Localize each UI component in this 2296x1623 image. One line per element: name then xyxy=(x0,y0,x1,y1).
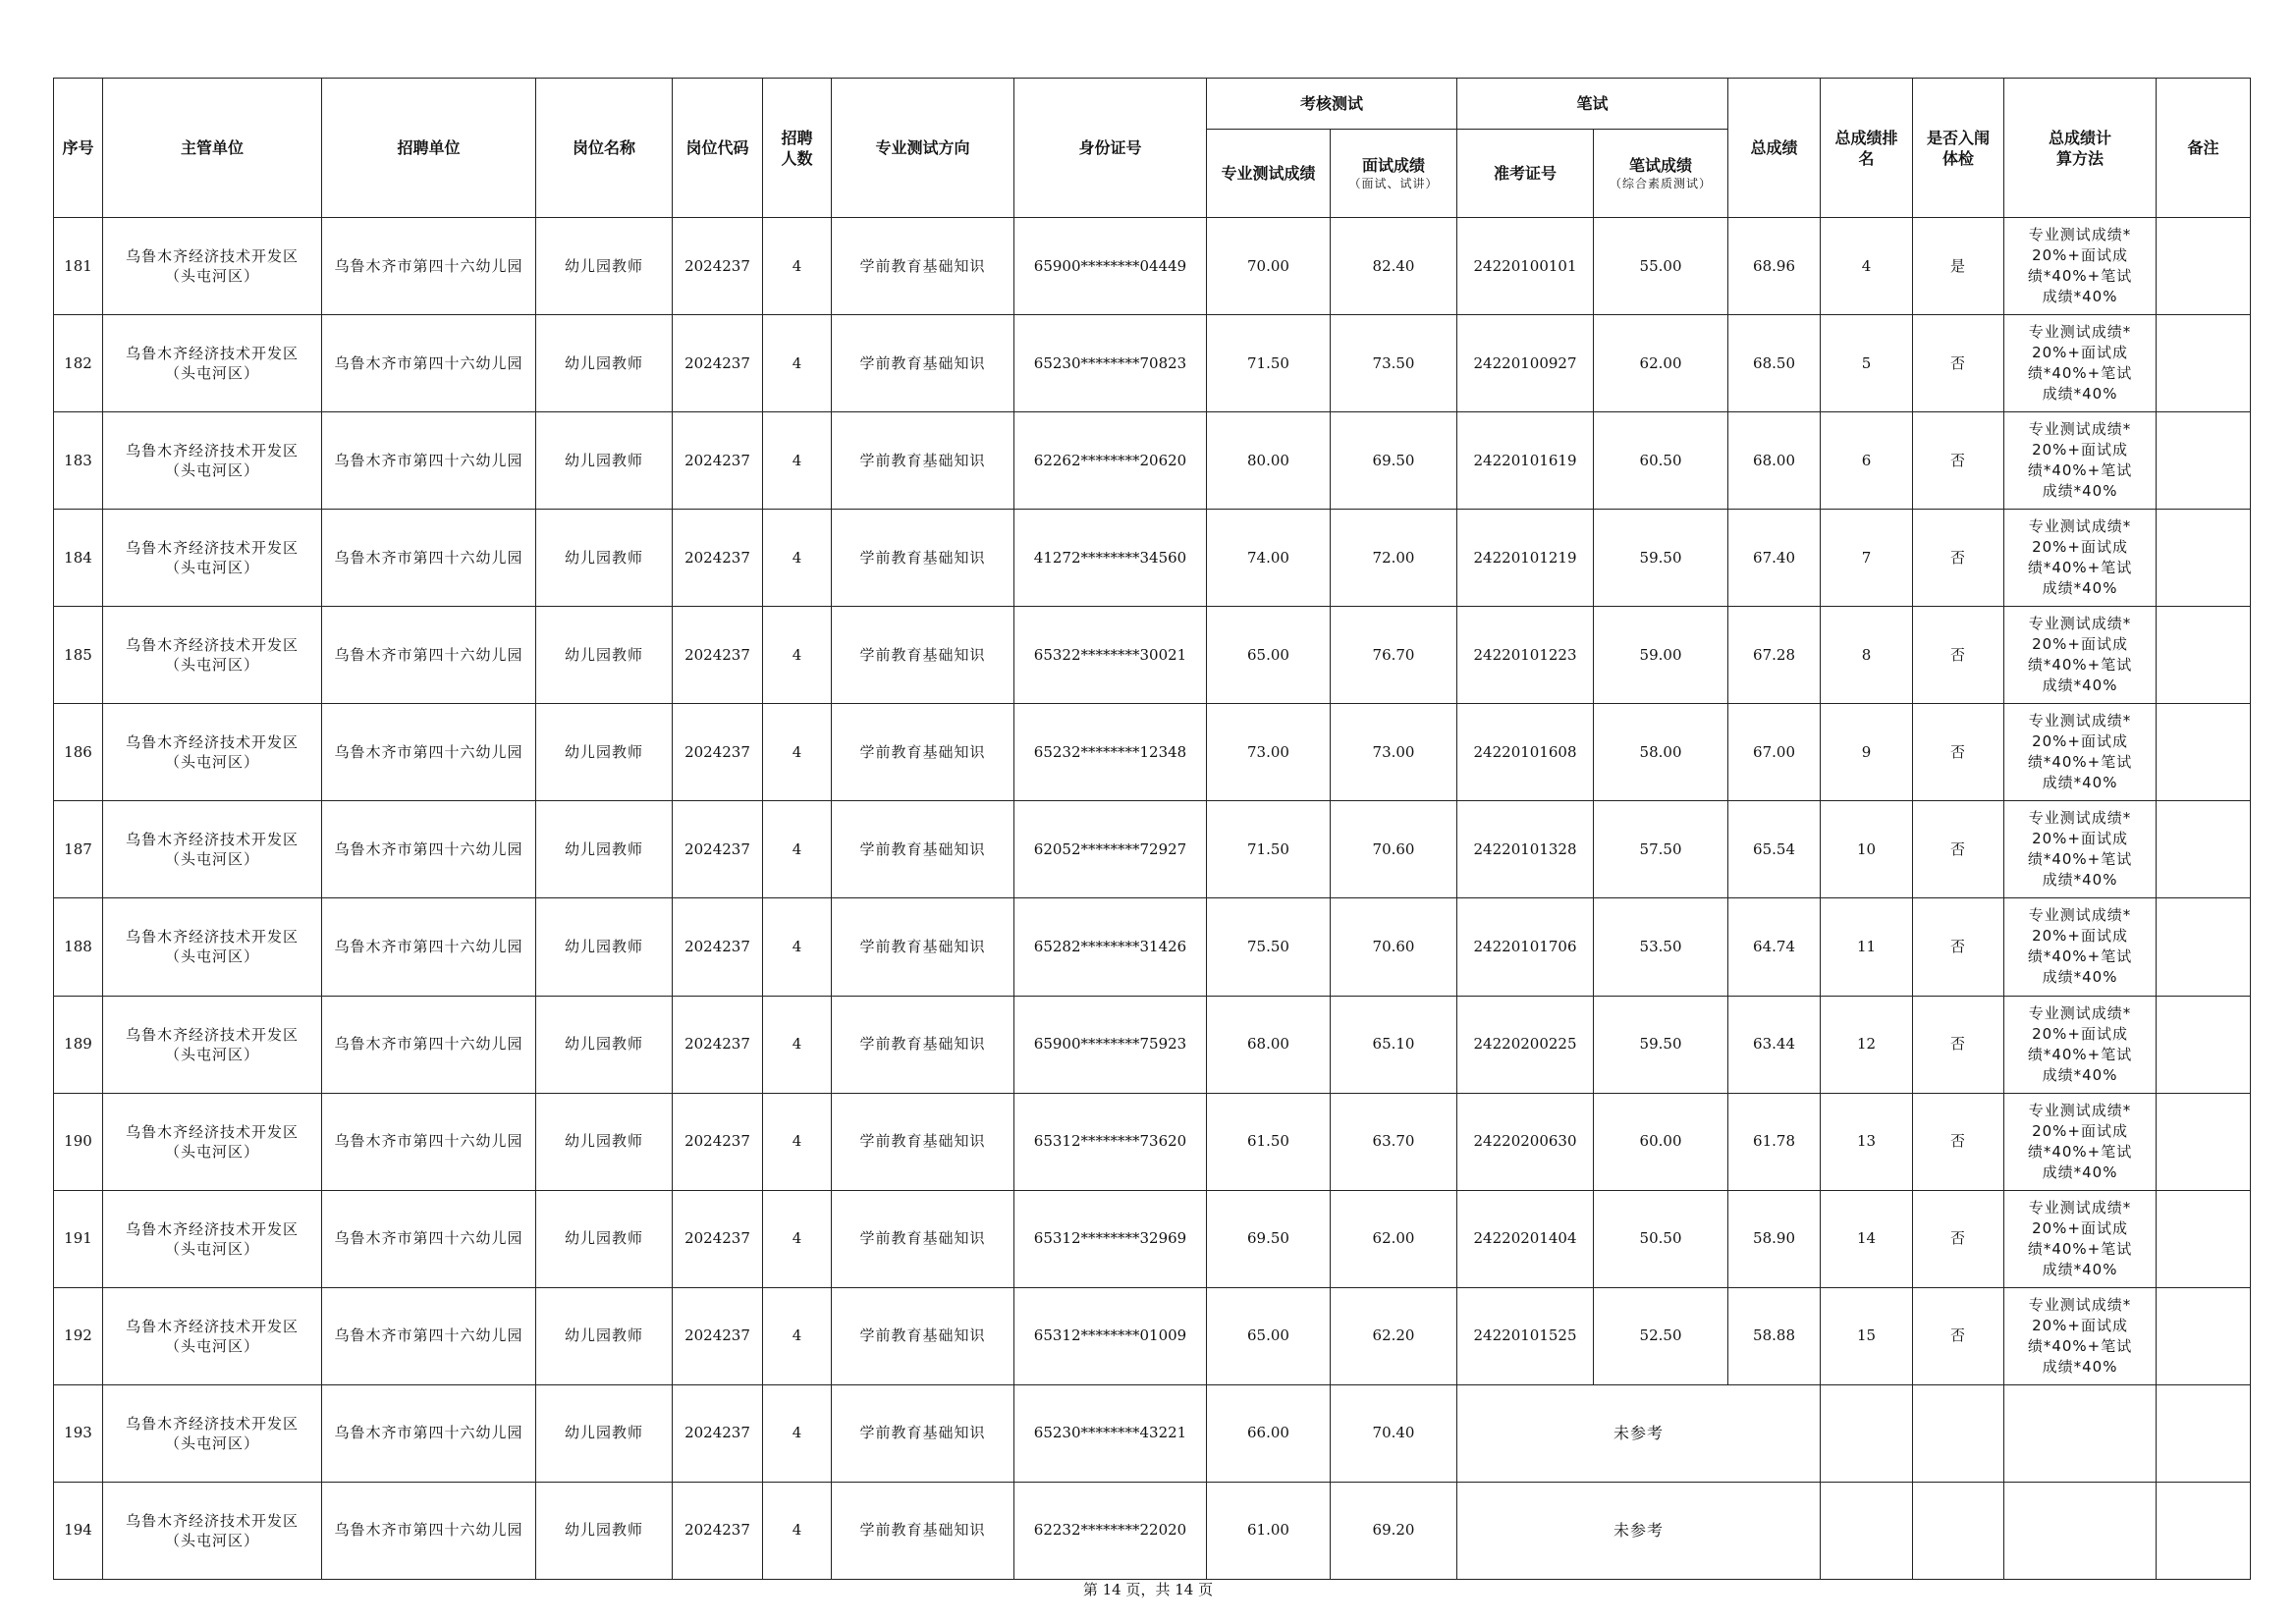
table-row xyxy=(54,1384,2251,1482)
cell-total: 67.00 xyxy=(1728,704,1821,801)
cell-method: 专业测试成绩*20%+面试成绩*40%+笔试成绩*40% xyxy=(2004,1093,2157,1190)
cell-pro-score: 75.50 xyxy=(1207,898,1331,996)
cell-seq: 192 xyxy=(54,1287,103,1384)
cell-hire-count: 4 xyxy=(763,412,832,510)
header-assessment: 考核测试 xyxy=(1207,79,1457,130)
table-row xyxy=(54,510,2251,607)
cell-id-number: 62232********22020 xyxy=(1014,1482,1207,1579)
table-row xyxy=(54,898,2251,996)
cell-unit: 乌鲁木齐市第四十六幼儿园 xyxy=(322,1093,536,1190)
cell-test-direction: 学前教育基础知识 xyxy=(832,607,1014,704)
table-row xyxy=(54,607,2251,704)
cell-seq: 181 xyxy=(54,218,103,315)
cell-physical: 是 xyxy=(1913,218,2004,315)
cell-position: 幼儿园教师 xyxy=(536,1190,673,1287)
cell-unit: 乌鲁木齐市第四十六幼儿园 xyxy=(322,315,536,412)
cell-position: 幼儿园教师 xyxy=(536,1384,673,1482)
cell-unit: 乌鲁木齐市第四十六幼儿园 xyxy=(322,412,536,510)
cell-interview-score: 72.00 xyxy=(1331,510,1457,607)
header-written-score: 笔试成绩 （综合素质测试） xyxy=(1594,130,1728,218)
cell-remarks xyxy=(2157,315,2251,412)
cell-unit: 乌鲁木齐市第四十六幼儿园 xyxy=(322,801,536,898)
cell-pro-score: 70.00 xyxy=(1207,218,1331,315)
cell-dept: 乌鲁木齐经济技术开发区（头屯河区） xyxy=(103,1287,322,1384)
table-row xyxy=(54,1287,2251,1384)
table-row xyxy=(54,801,2251,898)
cell-position: 幼儿园教师 xyxy=(536,412,673,510)
cell-position-code: 2024237 xyxy=(673,704,763,801)
header-remarks: 备注 xyxy=(2157,79,2251,218)
cell-admission-no: 24220101219 xyxy=(1457,510,1594,607)
cell-written-score: 59.50 xyxy=(1594,510,1728,607)
cell-hire-count: 4 xyxy=(763,1190,832,1287)
cell-interview-score: 69.50 xyxy=(1331,412,1457,510)
cell-test-direction: 学前教育基础知识 xyxy=(832,1384,1014,1482)
cell-method xyxy=(2004,1384,2157,1482)
cell-test-direction: 学前教育基础知识 xyxy=(832,704,1014,801)
cell-test-direction: 学前教育基础知识 xyxy=(832,1190,1014,1287)
cell-position-code: 2024237 xyxy=(673,996,763,1093)
cell-written-score: 58.00 xyxy=(1594,704,1728,801)
cell-rank xyxy=(1821,1482,1913,1579)
cell-hire-count: 4 xyxy=(763,898,832,996)
cell-hire-count: 4 xyxy=(763,1482,832,1579)
cell-unit: 乌鲁木齐市第四十六幼儿园 xyxy=(322,1287,536,1384)
cell-method: 专业测试成绩*20%+面试成绩*40%+笔试成绩*40% xyxy=(2004,1190,2157,1287)
cell-seq: 188 xyxy=(54,898,103,996)
cell-seq: 184 xyxy=(54,510,103,607)
cell-total: 68.96 xyxy=(1728,218,1821,315)
cell-test-direction: 学前教育基础知识 xyxy=(832,996,1014,1093)
cell-rank: 5 xyxy=(1821,315,1913,412)
table-row xyxy=(54,412,2251,510)
cell-remarks xyxy=(2157,1482,2251,1579)
cell-test-direction: 学前教育基础知识 xyxy=(832,1287,1014,1384)
cell-dept: 乌鲁木齐经济技术开发区（头屯河区） xyxy=(103,412,322,510)
cell-position-code: 2024237 xyxy=(673,1384,763,1482)
cell-rank: 8 xyxy=(1821,607,1913,704)
cell-method: 专业测试成绩*20%+面试成绩*40%+笔试成绩*40% xyxy=(2004,412,2157,510)
cell-interview-score: 82.40 xyxy=(1331,218,1457,315)
cell-rank: 7 xyxy=(1821,510,1913,607)
cell-absent: 未参考 xyxy=(1457,1384,1821,1482)
cell-dept: 乌鲁木齐经济技术开发区（头屯河区） xyxy=(103,898,322,996)
cell-position-code: 2024237 xyxy=(673,315,763,412)
cell-remarks xyxy=(2157,704,2251,801)
cell-position: 幼儿园教师 xyxy=(536,510,673,607)
cell-id-number: 65230********70823 xyxy=(1014,315,1207,412)
cell-total: 68.50 xyxy=(1728,315,1821,412)
cell-position-code: 2024237 xyxy=(673,1287,763,1384)
cell-written-score: 60.50 xyxy=(1594,412,1728,510)
cell-physical: 否 xyxy=(1913,801,2004,898)
cell-unit: 乌鲁木齐市第四十六幼儿园 xyxy=(322,996,536,1093)
cell-physical: 否 xyxy=(1913,315,2004,412)
cell-id-number: 65900********75923 xyxy=(1014,996,1207,1093)
cell-admission-no: 24220101706 xyxy=(1457,898,1594,996)
table-row xyxy=(54,218,2251,315)
cell-hire-count: 4 xyxy=(763,1287,832,1384)
cell-id-number: 65312********01009 xyxy=(1014,1287,1207,1384)
cell-admission-no: 24220200225 xyxy=(1457,996,1594,1093)
cell-total: 61.78 xyxy=(1728,1093,1821,1190)
cell-interview-score: 62.20 xyxy=(1331,1287,1457,1384)
cell-total: 58.88 xyxy=(1728,1287,1821,1384)
cell-written-score: 60.00 xyxy=(1594,1093,1728,1190)
cell-physical: 否 xyxy=(1913,1093,2004,1190)
cell-physical: 否 xyxy=(1913,704,2004,801)
cell-seq: 187 xyxy=(54,801,103,898)
cell-pro-score: 68.00 xyxy=(1207,996,1331,1093)
header-dept: 主管单位 xyxy=(103,79,322,218)
cell-unit: 乌鲁木齐市第四十六幼儿园 xyxy=(322,1190,536,1287)
cell-rank: 15 xyxy=(1821,1287,1913,1384)
cell-seq: 189 xyxy=(54,996,103,1093)
cell-total: 67.28 xyxy=(1728,607,1821,704)
cell-dept: 乌鲁木齐经济技术开发区（头屯河区） xyxy=(103,1190,322,1287)
cell-dept: 乌鲁木齐经济技术开发区（头屯河区） xyxy=(103,1093,322,1190)
page-footer: 第 14 页，共 14 页 xyxy=(1082,1581,1214,1598)
header-unit: 招聘单位 xyxy=(322,79,536,218)
cell-hire-count: 4 xyxy=(763,607,832,704)
cell-rank: 10 xyxy=(1821,801,1913,898)
header-total: 总成绩 xyxy=(1728,79,1821,218)
cell-absent: 未参考 xyxy=(1457,1482,1821,1579)
cell-interview-score: 76.70 xyxy=(1331,607,1457,704)
cell-remarks xyxy=(2157,412,2251,510)
cell-test-direction: 学前教育基础知识 xyxy=(832,510,1014,607)
header-physical: 是否入闱体检 xyxy=(1913,79,2004,218)
cell-position: 幼儿园教师 xyxy=(536,704,673,801)
cell-physical: 否 xyxy=(1913,898,2004,996)
cell-admission-no: 24220100101 xyxy=(1457,218,1594,315)
cell-unit: 乌鲁木齐市第四十六幼儿园 xyxy=(322,607,536,704)
cell-pro-score: 73.00 xyxy=(1207,704,1331,801)
cell-hire-count: 4 xyxy=(763,218,832,315)
cell-seq: 190 xyxy=(54,1093,103,1190)
cell-unit: 乌鲁木齐市第四十六幼儿园 xyxy=(322,898,536,996)
cell-interview-score: 73.50 xyxy=(1331,315,1457,412)
cell-interview-score: 73.00 xyxy=(1331,704,1457,801)
cell-total: 65.54 xyxy=(1728,801,1821,898)
cell-seq: 191 xyxy=(54,1190,103,1287)
cell-method: 专业测试成绩*20%+面试成绩*40%+笔试成绩*40% xyxy=(2004,1287,2157,1384)
cell-dept: 乌鲁木齐经济技术开发区（头屯河区） xyxy=(103,704,322,801)
cell-position: 幼儿园教师 xyxy=(536,1287,673,1384)
cell-remarks xyxy=(2157,801,2251,898)
cell-id-number: 65322********30021 xyxy=(1014,607,1207,704)
cell-written-score: 53.50 xyxy=(1594,898,1728,996)
cell-method: 专业测试成绩*20%+面试成绩*40%+笔试成绩*40% xyxy=(2004,996,2157,1093)
cell-position-code: 2024237 xyxy=(673,607,763,704)
cell-id-number: 62262********20620 xyxy=(1014,412,1207,510)
cell-dept: 乌鲁木齐经济技术开发区（头屯河区） xyxy=(103,1384,322,1482)
cell-position: 幼儿园教师 xyxy=(536,315,673,412)
cell-position-code: 2024237 xyxy=(673,1190,763,1287)
cell-pro-score: 65.00 xyxy=(1207,607,1331,704)
cell-remarks xyxy=(2157,510,2251,607)
table-row xyxy=(54,1190,2251,1287)
cell-interview-score: 65.10 xyxy=(1331,996,1457,1093)
cell-position: 幼儿园教师 xyxy=(536,996,673,1093)
cell-seq: 193 xyxy=(54,1384,103,1482)
cell-rank: 9 xyxy=(1821,704,1913,801)
cell-interview-score: 62.00 xyxy=(1331,1190,1457,1287)
cell-test-direction: 学前教育基础知识 xyxy=(832,1482,1014,1579)
cell-test-direction: 学前教育基础知识 xyxy=(832,801,1014,898)
cell-method: 专业测试成绩*20%+面试成绩*40%+笔试成绩*40% xyxy=(2004,898,2157,996)
header-id-number: 身份证号 xyxy=(1014,79,1207,218)
cell-seq: 185 xyxy=(54,607,103,704)
cell-dept: 乌鲁木齐经济技术开发区（头屯河区） xyxy=(103,510,322,607)
cell-position: 幼儿园教师 xyxy=(536,801,673,898)
cell-interview-score: 70.40 xyxy=(1331,1384,1457,1482)
cell-id-number: 65312********73620 xyxy=(1014,1093,1207,1190)
cell-written-score: 50.50 xyxy=(1594,1190,1728,1287)
cell-position-code: 2024237 xyxy=(673,801,763,898)
cell-method: 专业测试成绩*20%+面试成绩*40%+笔试成绩*40% xyxy=(2004,607,2157,704)
cell-position: 幼儿园教师 xyxy=(536,1093,673,1190)
cell-seq: 182 xyxy=(54,315,103,412)
cell-id-number: 65282********31426 xyxy=(1014,898,1207,996)
cell-method: 专业测试成绩*20%+面试成绩*40%+笔试成绩*40% xyxy=(2004,218,2157,315)
results-table xyxy=(53,78,2251,1580)
cell-test-direction: 学前教育基础知识 xyxy=(832,898,1014,996)
cell-written-score: 62.00 xyxy=(1594,315,1728,412)
cell-written-score: 55.00 xyxy=(1594,218,1728,315)
cell-id-number: 41272********34560 xyxy=(1014,510,1207,607)
cell-physical: 否 xyxy=(1913,510,2004,607)
cell-position-code: 2024237 xyxy=(673,510,763,607)
cell-dept: 乌鲁木齐经济技术开发区（头屯河区） xyxy=(103,1482,322,1579)
cell-physical: 否 xyxy=(1913,1287,2004,1384)
cell-seq: 186 xyxy=(54,704,103,801)
cell-method xyxy=(2004,1482,2157,1579)
cell-interview-score: 63.70 xyxy=(1331,1093,1457,1190)
cell-test-direction: 学前教育基础知识 xyxy=(832,1093,1014,1190)
header-written: 笔试 xyxy=(1457,79,1728,130)
cell-pro-score: 80.00 xyxy=(1207,412,1331,510)
cell-pro-score: 61.50 xyxy=(1207,1093,1331,1190)
cell-pro-score: 66.00 xyxy=(1207,1384,1331,1482)
cell-id-number: 65312********32969 xyxy=(1014,1190,1207,1287)
cell-position: 幼儿园教师 xyxy=(536,218,673,315)
cell-unit: 乌鲁木齐市第四十六幼儿园 xyxy=(322,218,536,315)
cell-hire-count: 4 xyxy=(763,704,832,801)
cell-admission-no: 24220101525 xyxy=(1457,1287,1594,1384)
cell-test-direction: 学前教育基础知识 xyxy=(832,315,1014,412)
cell-pro-score: 65.00 xyxy=(1207,1287,1331,1384)
header-pro-score: 专业测试成绩 xyxy=(1207,130,1331,218)
cell-method: 专业测试成绩*20%+面试成绩*40%+笔试成绩*40% xyxy=(2004,510,2157,607)
cell-position: 幼儿园教师 xyxy=(536,898,673,996)
cell-rank: 6 xyxy=(1821,412,1913,510)
cell-unit: 乌鲁木齐市第四十六幼儿园 xyxy=(322,1384,536,1482)
cell-pro-score: 61.00 xyxy=(1207,1482,1331,1579)
cell-rank: 13 xyxy=(1821,1093,1913,1190)
cell-hire-count: 4 xyxy=(763,996,832,1093)
cell-position-code: 2024237 xyxy=(673,1093,763,1190)
cell-admission-no: 24220101608 xyxy=(1457,704,1594,801)
cell-rank xyxy=(1821,1384,1913,1482)
cell-unit: 乌鲁木齐市第四十六幼儿园 xyxy=(322,704,536,801)
cell-remarks xyxy=(2157,996,2251,1093)
cell-written-score: 52.50 xyxy=(1594,1287,1728,1384)
table-row xyxy=(54,1093,2251,1190)
cell-test-direction: 学前教育基础知识 xyxy=(832,412,1014,510)
cell-pro-score: 71.50 xyxy=(1207,801,1331,898)
cell-rank: 11 xyxy=(1821,898,1913,996)
cell-rank: 14 xyxy=(1821,1190,1913,1287)
cell-physical xyxy=(1913,1384,2004,1482)
cell-hire-count: 4 xyxy=(763,1093,832,1190)
cell-admission-no: 24220200630 xyxy=(1457,1093,1594,1190)
cell-position-code: 2024237 xyxy=(673,898,763,996)
header-test-direction: 专业测试方向 xyxy=(832,79,1014,218)
cell-id-number: 65232********12348 xyxy=(1014,704,1207,801)
cell-position: 幼儿园教师 xyxy=(536,1482,673,1579)
cell-pro-score: 74.00 xyxy=(1207,510,1331,607)
cell-unit: 乌鲁木齐市第四十六幼儿园 xyxy=(322,1482,536,1579)
cell-remarks xyxy=(2157,218,2251,315)
cell-admission-no: 24220101619 xyxy=(1457,412,1594,510)
cell-physical: 否 xyxy=(1913,607,2004,704)
cell-id-number: 65230********43221 xyxy=(1014,1384,1207,1482)
cell-position-code: 2024237 xyxy=(673,412,763,510)
table-row xyxy=(54,704,2251,801)
cell-dept: 乌鲁木齐经济技术开发区（头屯河区） xyxy=(103,607,322,704)
cell-physical: 否 xyxy=(1913,996,2004,1093)
cell-interview-score: 70.60 xyxy=(1331,898,1457,996)
cell-physical xyxy=(1913,1482,2004,1579)
cell-pro-score: 71.50 xyxy=(1207,315,1331,412)
cell-total: 67.40 xyxy=(1728,510,1821,607)
cell-hire-count: 4 xyxy=(763,315,832,412)
cell-seq: 194 xyxy=(54,1482,103,1579)
cell-admission-no: 24220100927 xyxy=(1457,315,1594,412)
cell-admission-no: 24220101328 xyxy=(1457,801,1594,898)
header-position: 岗位名称 xyxy=(536,79,673,218)
header-interview-score: 面试成绩 （面试、试讲） xyxy=(1331,130,1457,218)
cell-total: 68.00 xyxy=(1728,412,1821,510)
cell-written-score: 59.50 xyxy=(1594,996,1728,1093)
cell-dept: 乌鲁木齐经济技术开发区（头屯河区） xyxy=(103,996,322,1093)
cell-admission-no: 24220101223 xyxy=(1457,607,1594,704)
cell-rank: 12 xyxy=(1821,996,1913,1093)
cell-interview-score: 70.60 xyxy=(1331,801,1457,898)
cell-dept: 乌鲁木齐经济技术开发区（头屯河区） xyxy=(103,801,322,898)
table-row xyxy=(54,315,2251,412)
cell-total: 63.44 xyxy=(1728,996,1821,1093)
cell-remarks xyxy=(2157,1384,2251,1482)
header-seq: 序号 xyxy=(54,79,103,218)
header-admission-no: 准考证号 xyxy=(1457,130,1594,218)
cell-method: 专业测试成绩*20%+面试成绩*40%+笔试成绩*40% xyxy=(2004,801,2157,898)
cell-remarks xyxy=(2157,1287,2251,1384)
cell-written-score: 57.50 xyxy=(1594,801,1728,898)
cell-position: 幼儿园教师 xyxy=(536,607,673,704)
cell-pro-score: 69.50 xyxy=(1207,1190,1331,1287)
cell-remarks xyxy=(2157,1093,2251,1190)
cell-id-number: 62052********72927 xyxy=(1014,801,1207,898)
cell-remarks xyxy=(2157,898,2251,996)
cell-physical: 否 xyxy=(1913,412,2004,510)
cell-dept: 乌鲁木齐经济技术开发区（头屯河区） xyxy=(103,315,322,412)
cell-rank: 4 xyxy=(1821,218,1913,315)
header-method: 总成绩计算方法 xyxy=(2004,79,2157,218)
cell-method: 专业测试成绩*20%+面试成绩*40%+笔试成绩*40% xyxy=(2004,704,2157,801)
cell-written-score: 59.00 xyxy=(1594,607,1728,704)
header-hire-count: 招聘人数 xyxy=(763,79,832,218)
cell-position-code: 2024237 xyxy=(673,1482,763,1579)
table-row xyxy=(54,996,2251,1093)
header-position-code: 岗位代码 xyxy=(673,79,763,218)
cell-hire-count: 4 xyxy=(763,510,832,607)
cell-interview-score: 69.20 xyxy=(1331,1482,1457,1579)
cell-dept: 乌鲁木齐经济技术开发区（头屯河区） xyxy=(103,218,322,315)
cell-hire-count: 4 xyxy=(763,801,832,898)
cell-method: 专业测试成绩*20%+面试成绩*40%+笔试成绩*40% xyxy=(2004,315,2157,412)
cell-physical: 否 xyxy=(1913,1190,2004,1287)
table-row xyxy=(54,1482,2251,1579)
cell-total: 64.74 xyxy=(1728,898,1821,996)
cell-test-direction: 学前教育基础知识 xyxy=(832,218,1014,315)
cell-remarks xyxy=(2157,607,2251,704)
cell-id-number: 65900********04449 xyxy=(1014,218,1207,315)
cell-unit: 乌鲁木齐市第四十六幼儿园 xyxy=(322,510,536,607)
cell-hire-count: 4 xyxy=(763,1384,832,1482)
cell-seq: 183 xyxy=(54,412,103,510)
header-rank: 总成绩排名 xyxy=(1821,79,1913,218)
cell-position-code: 2024237 xyxy=(673,218,763,315)
cell-remarks xyxy=(2157,1190,2251,1287)
cell-admission-no: 24220201404 xyxy=(1457,1190,1594,1287)
cell-total: 58.90 xyxy=(1728,1190,1821,1287)
